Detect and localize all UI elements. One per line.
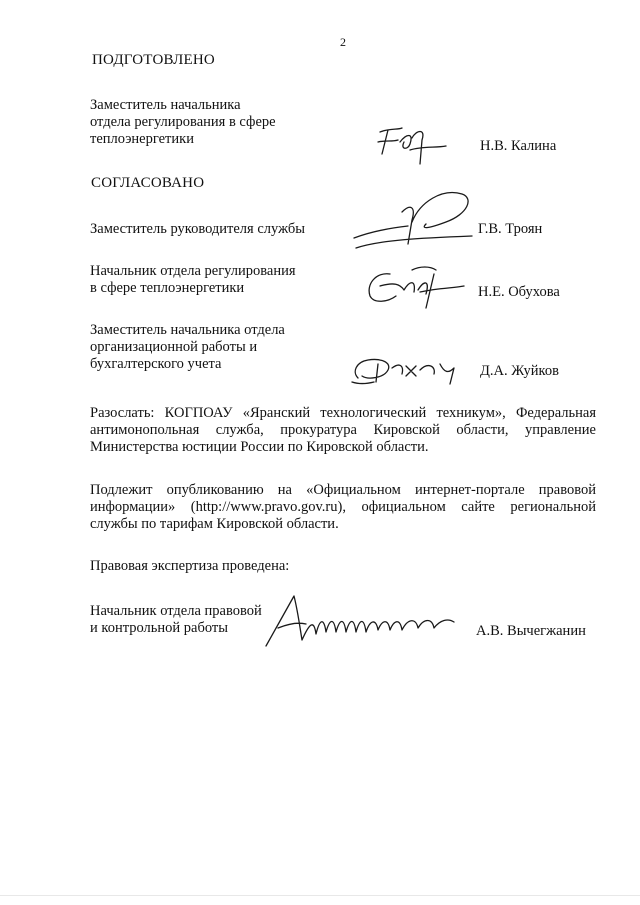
position-line: теплоэнергетики bbox=[90, 131, 194, 147]
signature-vychegzhanin bbox=[258, 592, 458, 650]
position-line: и контрольной работы bbox=[90, 620, 228, 636]
position-line: Начальник отдела правовой bbox=[90, 603, 262, 619]
position-line: Начальник отдела регулирования bbox=[90, 263, 296, 279]
agreed-name-3: Д.А. Жуйков bbox=[480, 363, 559, 379]
agreed-position-2 bbox=[90, 263, 296, 297]
position-line: Заместитель начальника отдела bbox=[90, 322, 285, 338]
page-bottom-edge bbox=[0, 895, 640, 896]
publication-paragraph: Подлежит опубликованию на «Официальном интернет-портале правовой информации» (http://www.pravo.gov.ru), официальном сайте региональной службы по тарифам Кировской области. bbox=[90, 482, 596, 532]
position-line: бухгалтерского учета bbox=[90, 356, 222, 372]
distribution-paragraph: Разослать: КОГПОАУ «Яранский технологический техникум», Федеральная антимонопольная служба, прокуратура Кировской области, управление Министерства юстиции России по Кировской области. bbox=[90, 405, 596, 455]
prepared-name: Н.В. Калина bbox=[480, 138, 557, 154]
agreed-heading: СОГЛАСОВАНО bbox=[91, 175, 205, 191]
signature-troyan bbox=[350, 182, 480, 262]
position-line: в сфере теплоэнергетики bbox=[90, 280, 245, 296]
agreed-name-1: Г.В. Троян bbox=[478, 221, 543, 237]
position-line: Заместитель начальника bbox=[90, 97, 241, 113]
position-line: Заместитель руководителя службы bbox=[90, 221, 306, 237]
position-line: организационной работы и bbox=[90, 339, 258, 355]
legal-review-statement: Правовая экспертиза проведена: bbox=[90, 558, 290, 574]
prepared-position bbox=[90, 97, 276, 148]
prepared-heading: ПОДГОТОВЛЕНО bbox=[92, 52, 215, 68]
legal-review-position bbox=[90, 603, 262, 637]
agreed-name-2: Н.Е. Обухова bbox=[478, 284, 560, 300]
page-number: 2 bbox=[340, 35, 346, 49]
signature-zhuykov bbox=[344, 348, 468, 390]
agreed-position-3 bbox=[90, 322, 285, 373]
signature-obukhova bbox=[360, 262, 470, 312]
agreed-position-1 bbox=[90, 221, 305, 238]
legal-review-name: А.В. Вычегжанин bbox=[476, 623, 586, 639]
signature-kalina bbox=[370, 120, 450, 180]
position-line: отдела регулирования в сфере bbox=[90, 114, 276, 130]
